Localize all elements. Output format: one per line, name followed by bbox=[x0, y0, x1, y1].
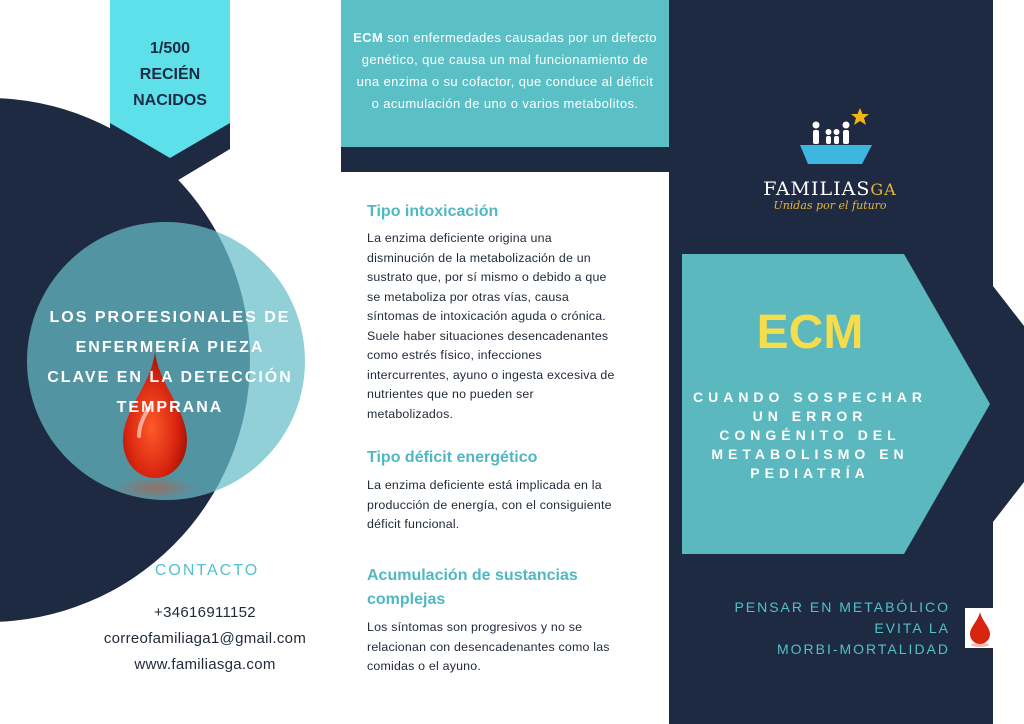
section-title-acumulacion: Acumulación de sustancias complejas bbox=[367, 567, 578, 608]
cover-subtitle: CUANDO SOSPECHAR UN ERROR CONGÉNITO DEL METABOLISMO EN PEDIATRÍA bbox=[692, 389, 927, 481]
headline-line-4: TEMPRANA bbox=[116, 399, 224, 416]
contact-phone[interactable]: +34616911152 bbox=[154, 604, 256, 621]
slogan-line-1: PENSAR EN METABÓLICO bbox=[734, 599, 950, 615]
slogan-line-3: MORBI-MORTALIDAD bbox=[776, 641, 950, 657]
section-body-acumulacion: Los síntomas son progresivos y no se relacionan con desencadenantes como las comidas o el ayuno. bbox=[367, 620, 610, 673]
stat-line-3: NACIDOS bbox=[133, 92, 207, 109]
brand-suffix: GA bbox=[870, 180, 897, 199]
brand-name bbox=[745, 178, 915, 200]
headline-line-3: CLAVE EN LA DETECCIÓN bbox=[47, 369, 293, 386]
headline bbox=[30, 303, 310, 423]
section-title-intoxicacion: Tipo intoxicación bbox=[367, 203, 499, 220]
contact-email[interactable]: correofamiliaga1@gmail.com bbox=[103, 630, 307, 647]
contact-website[interactable]: www.familiasga.com bbox=[134, 656, 276, 673]
contact-title: CONTACTO bbox=[154, 562, 260, 579]
headline-line-1: LOS PROFESIONALES DE bbox=[49, 309, 291, 326]
brand-main: FAMILIAS bbox=[763, 178, 871, 200]
ecm-definition bbox=[352, 27, 658, 115]
section-body-intoxicacion: La enzima deficiente origina una disminución de la metabolización de un sustrato que, por sí mismo o debido a que se metaboliza por otras vías, causa síntomas de intoxicación aguda o crónica. Suele haber situaciones desencadenantes como estrés físico, infecciones intercurrentes, ayuno o ingesta excesiva de nutrientes que no pueden ser metabolizados. bbox=[367, 231, 615, 421]
ecm-definition-text: son enfermedades causadas por un defecto genético, que causa un mal funcionamiento de una enzima o su cofactor, que conduce al déficit o acumulación de uno o varios metabolitos. bbox=[356, 30, 657, 111]
stat-block bbox=[110, 36, 230, 114]
small-drop-box bbox=[965, 608, 995, 648]
slogan bbox=[700, 597, 950, 660]
ecm-definition-term: ECM bbox=[353, 30, 384, 45]
small-blood-drop-icon bbox=[965, 608, 995, 648]
familias-ga-logo-icon bbox=[800, 108, 880, 172]
section-body-deficit-energetico: La enzima deficiente está implicada en la producción de energía, con el consiguiente déficit funcional. bbox=[367, 478, 612, 531]
slogan-line-2: EVITA LA bbox=[874, 620, 950, 636]
stat-line-1: 1/500 bbox=[149, 40, 191, 57]
section-title-deficit-energetico: Tipo déficit energético bbox=[367, 449, 538, 466]
brand-tagline: Unidas por el futuro bbox=[773, 199, 887, 212]
edge-arrow bbox=[993, 286, 1024, 522]
headline-line-2: ENFERMERÍA PIEZA bbox=[75, 339, 265, 356]
cover-title: ECM bbox=[756, 306, 864, 359]
stat-line-2: RECIÉN bbox=[139, 66, 201, 83]
